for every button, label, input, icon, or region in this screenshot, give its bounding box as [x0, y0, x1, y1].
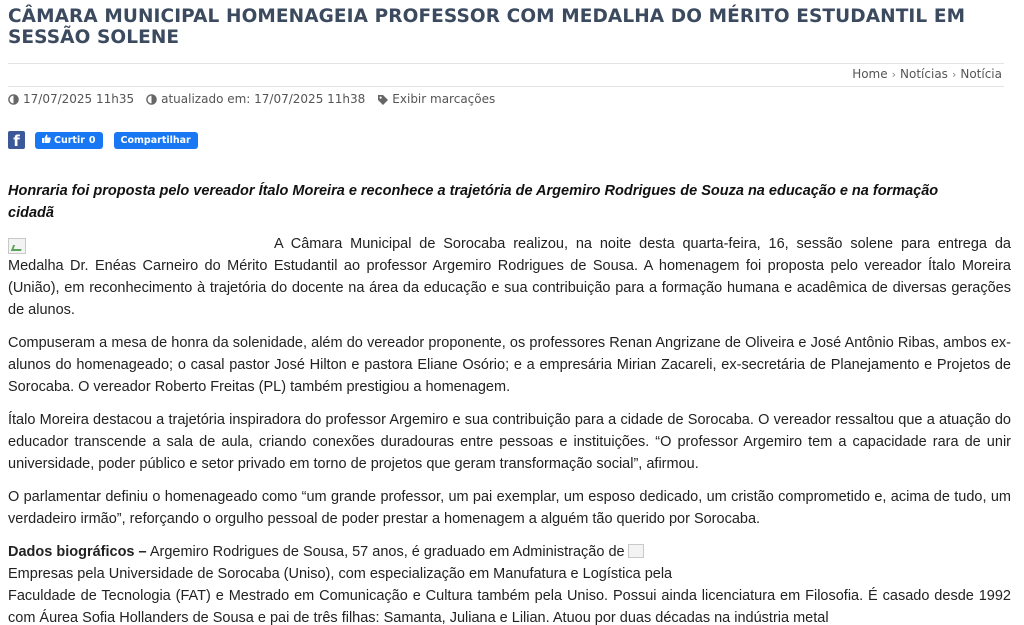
breadcrumb-current: Notícia [960, 67, 1002, 81]
share-button[interactable]: Compartilhar [114, 132, 198, 149]
broken-image-icon [628, 544, 644, 558]
chevron-right-icon: › [891, 68, 897, 81]
broken-image-icon [8, 238, 26, 254]
thumbs-up-icon [42, 134, 51, 146]
paragraph-bio [8, 541, 1011, 625]
breadcrumb-home[interactable]: Home [852, 67, 888, 81]
paragraph-1-text: A Câmara Municipal de Sorocaba realizou, na noite desta quarta-feira, 16, sessão solene para entrega da Medalha Dr. Enéas Carneiro do Mérito Estudantil ao professor Argemiro Rodrigues de Sousa. A homenagem foi proposta pelo vereador Ítalo Moreira (União), em reconhecimento à trajetória do docente na área da educação e sua contribuição para a formação humana e acadêmica de diversas gerações de alunos. [8, 236, 1011, 318]
published-date: 17/07/2025 11h35 [23, 92, 135, 106]
breadcrumb [852, 67, 1002, 81]
article-title: CÂMARA MUNICIPAL HOMENAGEIA PROFESSOR COM MEDALHA DO MÉRITO ESTUDANTIL EM SESSÃO SOLENE [8, 6, 966, 48]
bio-heading: Dados biográficos – [8, 544, 147, 560]
tag-icon [377, 94, 388, 105]
article-meta [8, 92, 495, 106]
clock-icon [8, 94, 19, 105]
like-label: Curtir [54, 134, 85, 146]
article-body [8, 233, 1011, 625]
facebook-icon[interactable]: f [8, 131, 25, 149]
article-lead: Honraria foi proposta pelo vereador Ítalo Moreira e reconhece a trajetória de Argemiro Rodrigues de Souza na educação e na formação cidadã [8, 183, 939, 221]
paragraph-4: O parlamentar definiu o homenageado como “um grande professor, um pai exemplar, um esposo dedicado, um cristão comprometido e, acima de tudo, um verdadeiro irmão”, reforçando o orgulho pessoal de poder prestar a homenagem a alguém tão querido por Sorocaba. [8, 489, 1011, 527]
paragraph-2: Compuseram a mesa de honra da solenidade, além do vereador proponente, os professores Renan Angrizane de Oliveira e José Antônio Ribas, ambos ex-alunos do homenageado; o casal pastor José Hilton e pastora Eliane Osório; e a empresária Mirian Zacareli, ex-secretária de Planejamento e Projetos de Sorocaba. O vereador Roberto Freitas (PL) também prestigiou a homenagem. [8, 335, 1011, 395]
chevron-right-icon: › [951, 68, 957, 81]
social-bar [8, 131, 198, 149]
bio-line-1: Argemiro Rodrigues de Sousa, 57 anos, é graduado em Administração de [146, 544, 625, 560]
breadcrumb-noticias[interactable]: Notícias [900, 67, 948, 81]
bio-line-2: Empresas pela Universidade de Sorocaba (Uniso), com especialização em Manufatura e Logística pela [8, 566, 673, 582]
bio-line-3: Faculdade de Tecnologia (FAT) e Mestrado em Comunicação e Cultura também pela Uniso. Possui ainda licenciatura em Filosofia. É casado desde 1992 com Áurea Sofia Hollanders de Sousa e pai de três filhas: Samanta, Juliana e Lilian. Atuou por duas décadas na indústria metal [8, 588, 1011, 625]
clock-updated-icon [146, 94, 157, 105]
like-button[interactable] [35, 132, 103, 149]
breadcrumb-divider [8, 86, 1004, 87]
updated-date: atualizado em: 17/07/2025 11h38 [161, 92, 366, 106]
title-divider [8, 63, 1004, 64]
show-tags-link[interactable]: Exibir marcações [392, 92, 496, 106]
paragraph-3: Ítalo Moreira destacou a trajetória inspiradora do professor Argemiro e sua contribuição para a cidade de Sorocaba. O vereador ressaltou que a atuação do educador transcende a sala de aula, criando conexões duradouras entre pessoas e instituições. “O professor Argemiro tem a capacidade rara de unir universidade, poder público e setor privado em torno de projetos que geram transformação social”, afirmou. [8, 412, 1011, 472]
like-count: 0 [88, 134, 96, 146]
paragraph-1 [8, 233, 1011, 321]
